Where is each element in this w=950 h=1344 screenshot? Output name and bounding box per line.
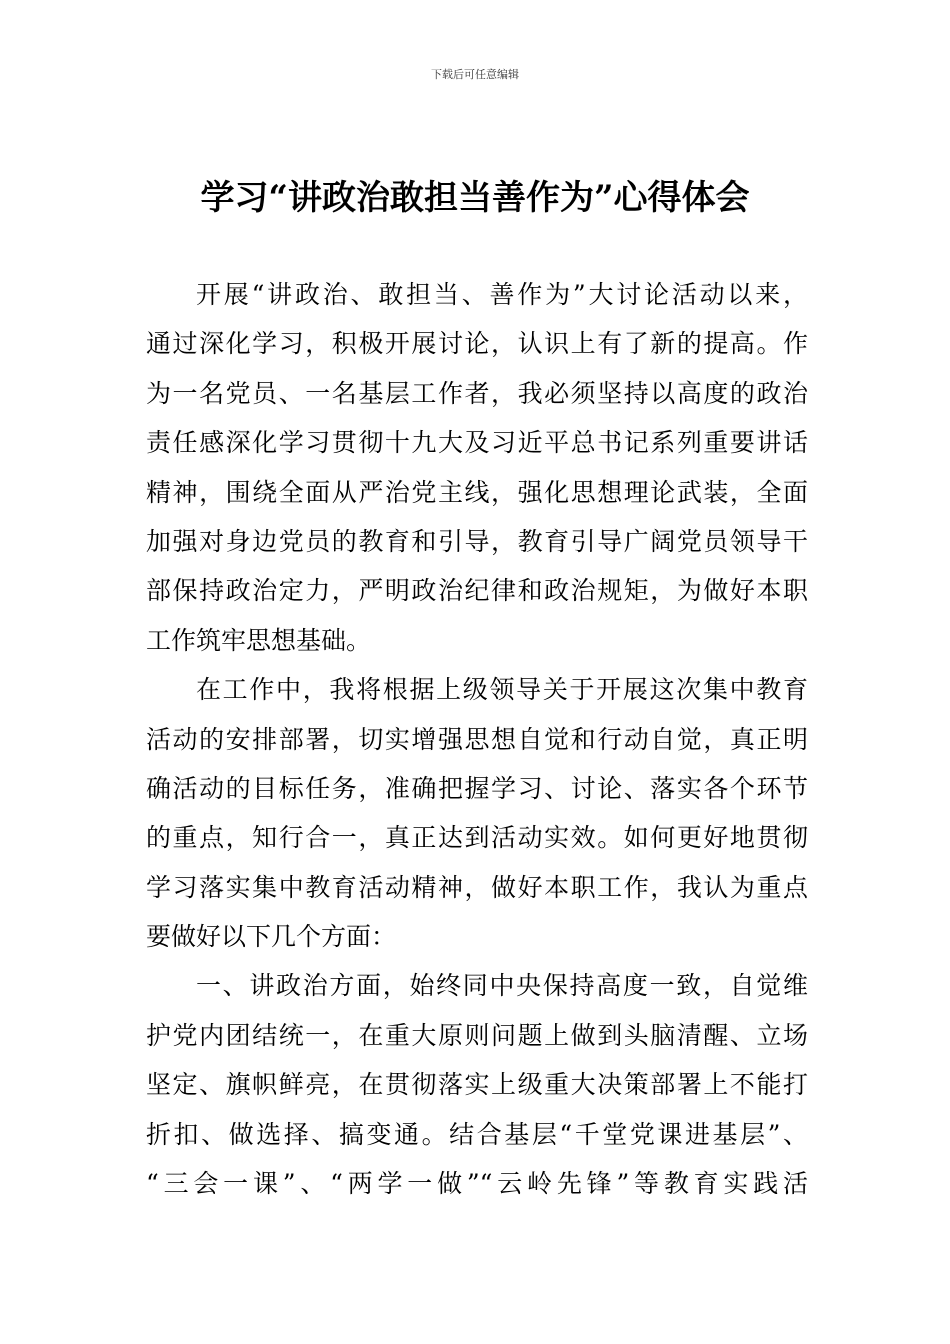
- document-title: 学习“讲政治敢担当善作为”心得体会: [200, 178, 750, 218]
- body-line: 学习落实集中教育活动精神，做好本职工作，我认为重点: [146, 872, 808, 902]
- body-line: 一、讲政治方面，始终同中央保持高度一致，自觉维: [196, 971, 808, 1001]
- body-line: 要做好以下几个方面：: [146, 922, 397, 952]
- body-line: 工作筑牢思想基础。: [146, 625, 372, 655]
- body-line: 通过深化学习，积极开展讨论，认识上有了新的提高。作: [146, 329, 808, 359]
- body-line: “三会一课”、“两学一做”“云岭先锋”等教育实践活: [146, 1169, 808, 1199]
- body-line: 为一名党员、一名基层工作者，我必须坚持以高度的政治: [146, 378, 808, 408]
- body-line: 部保持政治定力，严明政治纪律和政治规矩，为做好本职: [146, 576, 808, 606]
- body-line: 折扣、做选择、搞变通。结合基层“千堂党课进基层”、: [146, 1119, 808, 1149]
- body-line: 坚定、旗帜鲜亮，在贯彻落实上级重大决策部署上不能打: [146, 1070, 808, 1100]
- header-note: 下载后可任意编辑: [431, 68, 519, 81]
- body-line: 加强对身边党员的教育和引导，教育引导广阔党员领导干: [146, 526, 808, 556]
- document-body: [146, 270, 808, 1208]
- body-line: 责任感深化学习贯彻十九大及习近平总书记系列重要讲话: [146, 428, 808, 458]
- body-line: 在工作中，我将根据上级领导关于开展这次集中教育: [196, 675, 808, 705]
- body-line: 的重点，知行合一，真正达到活动实效。如何更好地贯彻: [146, 823, 808, 853]
- body-line: 护党内团结统一，在重大原则问题上做到头脑清醒、立场: [146, 1020, 808, 1050]
- body-line: 开展“讲政治、敢担当、善作为”大讨论活动以来，: [196, 280, 808, 309]
- body-line: 精神，围绕全面从严治党主线，强化思想理论武装，全面: [146, 477, 808, 507]
- body-line: 活动的安排部署，切实增强思想自觉和行动自觉，真正明: [146, 724, 808, 754]
- body-line: 确活动的目标任务，准确把握学习、讨论、落实各个环节: [146, 773, 808, 803]
